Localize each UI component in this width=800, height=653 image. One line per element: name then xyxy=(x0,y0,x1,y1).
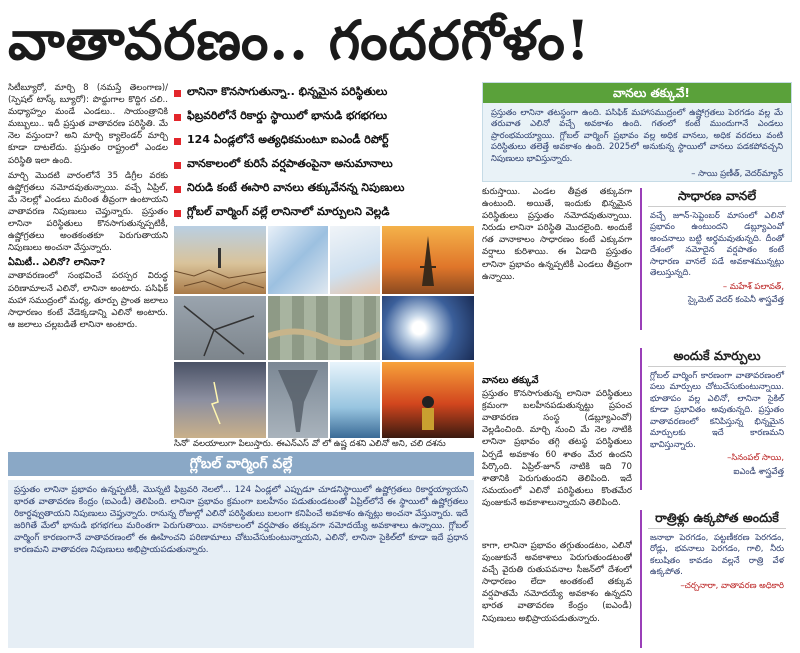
flood-aerial-photo xyxy=(268,296,380,360)
bullet-square-icon xyxy=(174,90,181,97)
left-subheading: ఏమిటీ.. ఎలినో? లానినా? xyxy=(8,257,106,269)
side-box-designation: స్కైమెట్ వెదర్ కంపెనీ శాస్త్రవేత్త xyxy=(688,294,784,304)
headline: వాతావరణం.. గందరగోళం! xyxy=(8,8,591,72)
glacier-photo xyxy=(330,362,380,438)
bullet-square-icon xyxy=(174,186,181,193)
quote-box-top xyxy=(482,82,792,182)
left-paragraph: వాతావరణంలో సంభవించే పరస్పర విరుద్ధ పరిణామాలనే ఎలినో, లానినా అంటారు. పసిఫిక్ మహా సముద్రంలో మధ్య, తూర్పు ప్రాంత జలాలు సాధారణం కంటే వేడెక్కడాన్ని ఎలినో అంటారు. ఆ జలాలు చల్లబడితే లానినా అంటారు. xyxy=(8,271,168,330)
side-box-designation: ఐఎండీ శాస్త్రవేత్త xyxy=(733,465,784,476)
side-box-night-heat xyxy=(640,510,792,648)
middle-paragraph: కురుస్తాయి. ఎండల తీవ్రత తక్కువగా ఉంటుంది. అయితే, ఇందుకు భిన్నమైన పరిస్థితులు ప్రస్తుతం నమోదవుతున్నాయి. నిరుడు లానినా పరిస్థితి మొదలైంది. అందుకే గత వానాకాలం సాధారణం కంటే ఎక్కువగా వర్షాలు కురిశాయి. ఈ ఏడాది ప్రస్తుతం లానినా ప్రభావం ఉన్నప్పటికీ ఎండలు తీవ్రంగా ఉన్నాయి. xyxy=(482,187,632,282)
side-box-text: వచ్చే జూన్-సెప్టెంబర్ మాసంలో ఎలినో ప్రభావం ఉంటుందని డబ్ల్యూఎంవో అంచనాలు బట్టి అర్థమవుతున్నది. దీంతో దేశంలో నమోదైన వర్షపాతం కంటే సాధారణ వానలే పడే అవకాశమున్నట్లు తెలుస్తున్నది. xyxy=(650,209,784,277)
quote-box-text: ప్రస్తుతం లానినా తటస్థంగా ఉంది. పసిఫిక్ మహాసముద్రంలో ఉష్ణోగ్రతలు పెరగడం వల్ల మే తరువాత ఎలినో వచ్చే అవకాశం ఉంది. గతంలో కంటే ముందుగానే ఎండలు ప్రారంభమయ్యాయి. గ్లోబల్ వార్మింగ్ ప్రభావం వల్ల అధిక వానలు, అధిక వరదలు వంటి పరిస్థితులు తలెత్తే అవకాశం ఉంది. 2025లో అనుకున్న స్థాయిలో వానలు పడకపోవచ్చని నిపుణులు భావిస్తున్నారు. xyxy=(491,107,783,163)
bottom-paragraph: కాగా, లానినా ప్రభావం తగ్గుతుండటం, ఎలినో పుంజుకునే అవకాశాలు పెరుగుతుండటంతో వచ్చే వైరుతి రుతుపవనాల సీజన్‌లో దేశంలో సాధారణం లేదా అంతకంటే తక్కువ వర్షపాతమే నమోదయ్యే అవకాశం ఉన్నదని భారత వాతావరణ కేంద్రం (ఐఎండీ) నిపుణులు అభిప్రాయపడుతున్నారు. xyxy=(482,541,632,624)
side-box-changes xyxy=(640,348,792,490)
side-box-text: గ్లోబల్ వార్మింగ్ కారణంగా వాతావరణంలో పలు మార్పులు చోటుచేసుకుంటున్నాయి. భూతాపం వల్ల ఎలినో, లానినా సైకిల్ కూడా ప్రభావితం అవుతున్నది. ప్రస్తుతం వాతావరణంలో కనిపిస్తున్న భిన్నమైన మార్పులకు ఇదే కారణమని భావిస్తున్నారు. xyxy=(650,369,784,449)
bullet-item: 124 ఏండ్లలోనే అత్యధికమంటూ ఐఎండీ రిపోర్ట్ xyxy=(174,130,474,152)
side-box-title: అందుకే మార్పులు xyxy=(648,348,786,367)
bullet-square-icon xyxy=(174,210,181,217)
side-box-text: జనాభా పెరగడం, పట్టణీకరణ పెరగడం, రోడ్లు, భవనాలు పెరగడం, గాలి, నీరు కలుషితం కావడం వల్లనే రాత్రి వేళ ఉక్కపోత. xyxy=(650,531,784,576)
tornado-photo xyxy=(268,362,328,438)
side-box-signature: – మహేశ్ పలావత్, xyxy=(722,280,784,291)
cracked-road-photo xyxy=(174,296,266,360)
global-warming-band: గ్లోబల్ వార్మింగ్ వల్లే xyxy=(8,452,474,476)
left-column xyxy=(8,82,168,448)
side-box-title: సాధారణ వానలే xyxy=(648,188,786,207)
bullet-item: ఫిబ్రవరిలోనే రికార్డు స్థాయిలో భానుడి భగభగలు xyxy=(174,106,474,128)
middle-column-upper xyxy=(482,186,632,366)
wildfire-firefighter-photo xyxy=(382,362,474,438)
global-paragraph: ప్రస్తుతం లానినా ప్రభావం ఉన్నప్పటికీ, మొన్నటి ఫిబ్రవరి నెలలో... 124 ఏండ్లలో ఎప్పుడూ చూడనిస్థాయిలో ఉష్ణోగ్రతలు రికార్డయ్యాయని భారత వాతావరణ కేంద్రం (ఐఎండీ) తెలిపింది. లానినా ప్రభావం క్రమంగా బలహీనం పడుతుండటంతో ఏప్రిల్‌లోనే ఈ స్థాయిలో ఉష్ణోగ్రతలు రికార్డవ్వుతాయని నిపుణులు చెప్తున్నారు. రానున్న రోజుల్లో ఎలినో పరిస్థితులు బలంగా కనిపించే అవకాశం ఉన్నట్లు అంచనా వేస్తున్నారు. ఇదే జరిగితే మేలో భానుడి భగభగలు మరింతగా పెరుగుతాయి. వానకాలంలో వర్షపాతం తక్కువగా నమోదయ్యే అవకాశాలు ఉన్నాయి. గ్లోబల్ వార్మింగ్ కారణంగానే వాతావరణంలో ఈ ఊహించని పరిణామాలు చోటుచేసుకుంటున్నాయని, ఎలినో, లానినా సైకిల్‌లో కూడా ఇదే ప్రధాన కారణమని వాతావరణ నిపుణులు అభిప్రాయపడుతున్నారు. xyxy=(14,485,468,556)
left-paragraph: మార్చి మొదటి వారంలోనే 35 డిగ్రీల వరకు ఉష్ణోగ్రతలు నమోదవుతున్నాయి. వచ్చే ఏప్రిల్, మే నెలల్లో ఎండలు మరింత తీవ్రంగా ఉంటాయని వాతావరణ నిపుణులు చెప్తున్నారు. ప్రస్తుతం లానినా పరిస్థితులు కొనసాగుతున్నప్పటికీ, ఉష్ణోగ్రతలు అంతకంతకూ పెరుగుతాయని నిపుణులు అంచనా వేస్తున్నారు. xyxy=(8,170,168,254)
side-box-title: రాత్రిళ్లు ఉక్కపోత అందుకే xyxy=(648,510,786,529)
quote-box-signature: – సాయి ప్రణీత్, వెదర్‌మ్యాన్ xyxy=(691,168,783,179)
bullet-item: గ్లోబల్ వార్మింగ్ వల్లే లానినాలో మార్పులని వెల్లడి xyxy=(174,202,474,224)
bullet-square-icon xyxy=(174,162,181,169)
drought-photo xyxy=(174,226,266,294)
cyclone-satellite-photo xyxy=(382,296,474,360)
left-paragraph: సిటీబ్యూరో, మార్చి 8 (నమస్తే తెలంగాణ)/ (స్పెషల్ టాస్క్ బ్యూరో): పొద్దుగాల కొద్దిగ చలి.. మధ్యాహ్నం మండే ఎండలు.. సాయంత్రానికి మబ్బులు.. ఇదీ ప్రస్తుత వాతావరణ పరిస్థితి. మే నెల వస్తుందా? అని మార్చి క్యాలెండర్ మార్చి కూడా దాటలేదు. ప్రస్తుతం రాష్ట్రంలో ఎండల పరిస్థితి ఇలా ఉంది. xyxy=(8,83,168,166)
global-warming-text xyxy=(8,480,474,648)
middle-paragraph: ప్రస్తుతం కొనసాగుతున్న లానినా పరిస్థితులు క్రమంగా బలహీనపడుతున్నట్టు ప్రపంచ వాతావరణ సంస్థ (డబ్ల్యూఎంవో) వెల్లడించింది. మార్చి నుంచి మే నెల నాటికి లానినా ప్రభావం తగ్గి తటస్థ పరిస్థితులు ఏర్పడే అవకాశం 60 శాతం మేర ఉందని పేర్కొంది. ఏప్రిల్-జూన్ నాటికి ఇది 70 శాతానికి పెరుగుతుందని తెలిపింది. ఇదే సమయంలో ఎలినో పరిస్థితులు కొంతమేర పుంజుకునే అవకాశాలున్నాయని తెలిపింది. xyxy=(482,389,632,508)
bullet-square-icon xyxy=(174,138,181,145)
photo-caption: సినో' వలయాలుగా పిలుస్తారు. ఈఎన్ఎస్ వో లో ఉష్ణ దశని ఎలినో అని, చలి దశను xyxy=(174,439,446,449)
side-box-normal-rains xyxy=(640,188,792,330)
highlight-bullets xyxy=(174,82,474,224)
middle-subheading: వానలు తక్కువే xyxy=(482,375,539,386)
bullet-item: వానకాలంలో కురిసే వర్షపాతంపైనా అనుమానాలు xyxy=(174,154,474,176)
eiffel-heat-photo xyxy=(382,226,474,294)
storm-clouds-photo xyxy=(174,362,266,438)
side-box-signature: –సినంపల్ సాయి, xyxy=(727,452,784,462)
bullet-item: లానినా కొనసాగుతున్నా.. భిన్నమైన పరిస్థితులు xyxy=(174,82,474,104)
quote-box-title: వానలు తక్కువే! xyxy=(483,83,791,103)
photo-collage xyxy=(174,226,474,438)
bottom-middle-text xyxy=(482,540,632,648)
side-box-signature: –చర్చనారా, వాతావరణ అధికారి xyxy=(680,579,784,590)
bullet-square-icon xyxy=(174,114,181,121)
ice-hand-photo xyxy=(330,226,380,294)
satellite-map-photo xyxy=(268,226,328,294)
bullet-item: నిరుడి కంటే ఈసారి వానలు తక్కువేనన్న నిపుణులు xyxy=(174,178,474,200)
